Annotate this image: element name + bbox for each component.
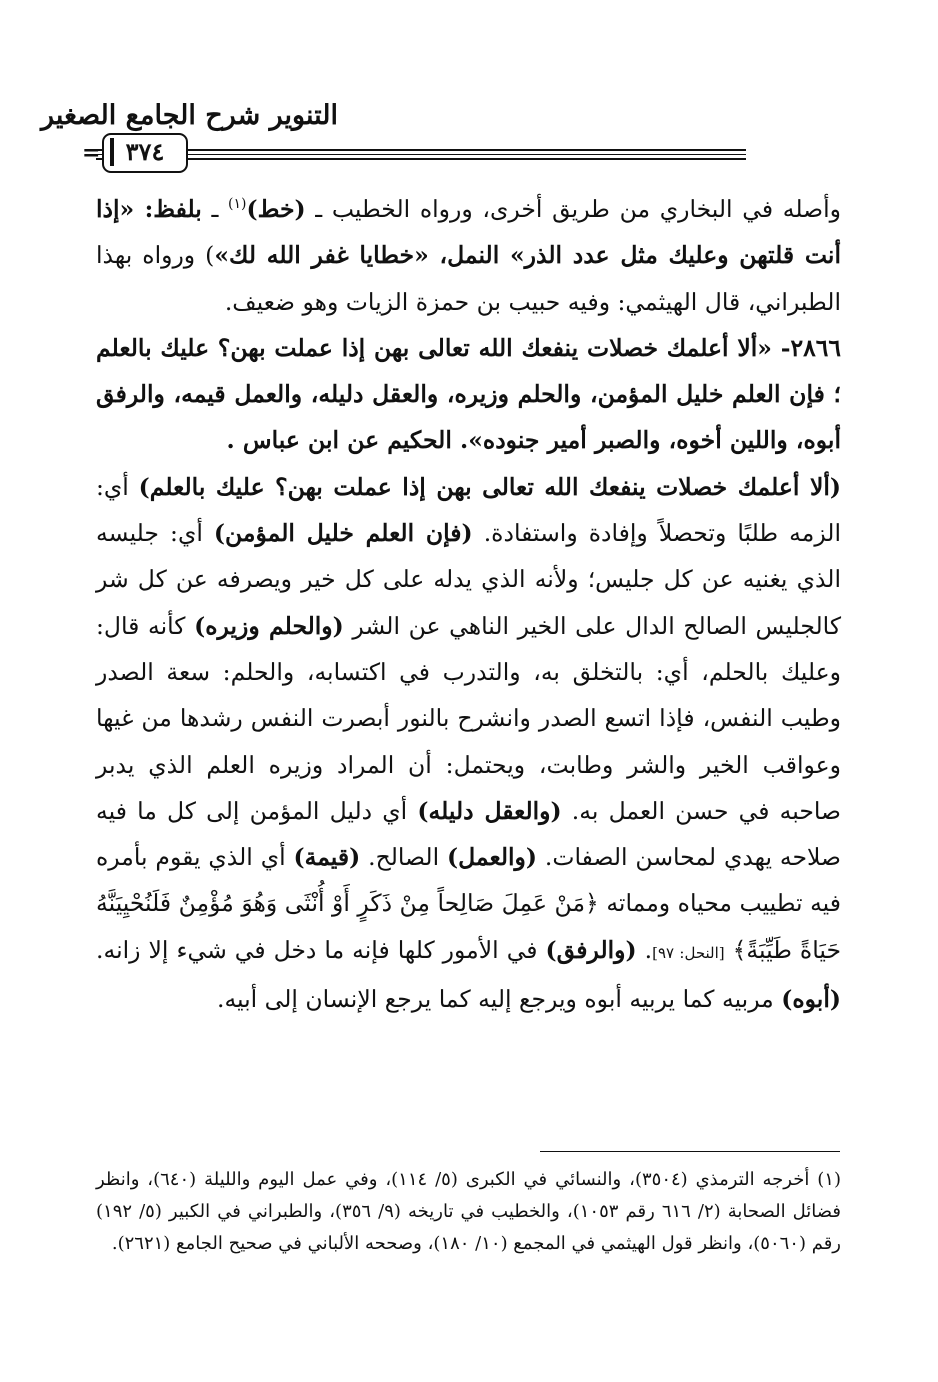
paragraph-source-note (96, 186, 841, 325)
bold-run: (والعمل) (447, 843, 537, 872)
continuation-mark: = (82, 140, 101, 166)
bold-run: (قيمة) (293, 843, 361, 872)
text-run: أي: جليسه الذي يغنيه عن كل جليس؛ ولأنه الذي يدله على كل خير ويصرفه عن كل شر كالجليس الصالح الدال على الخير الناهي عن الشر (96, 519, 842, 640)
text-run: أي: الزمه طلبًا وتحصلاً وإفادة واستفادة. (96, 472, 841, 548)
bold-run: (والرفق) (545, 935, 637, 964)
header-rule-middle (96, 154, 746, 155)
bold-run: (أبوه) (781, 985, 841, 1014)
paragraph-commentary (96, 464, 841, 1023)
text-run: الصالح. (360, 843, 447, 872)
text-run: كأنه قال: وعليك بالحلم، أي: بالتخلق به، والتدرب في اكتسابه، والحلم: سعة الصدر وطيب النفس، فإذا اتسع الصدر وانشرح بالنور أبصرت النفس رشدها من غيها وعواقب الخير والشر وطابت، ويحتمل: أن المراد وزيره العلم الذي يدبر صاحبه في حسن العمل به. (96, 611, 841, 825)
footnote-ref: (١) (228, 196, 247, 213)
bold-run: (والحلم وزيره) (194, 611, 344, 640)
text-run: أي دليل المؤمن إلى كل ما فيه صلاحه يهدي لمحاسن الصفات. (96, 796, 842, 872)
text-run: . (636, 935, 653, 964)
text-run: في الأمور كلها فإنه ما دخل في شيء إلا زانه. (96, 935, 546, 964)
page-number (102, 133, 188, 173)
text-run: ـ (201, 195, 229, 223)
text-run: وأصله في البخاري من طريق أخرى، ورواه الخطيب ـ (305, 195, 841, 223)
quran-quote: أي الذي يقوم بأمره فيه تطييب محياه ومماته ﴿مَنْ عَمِلَ صَالِحاً مِنْ ذَكَرٍ أَوْ أُنْثَى وَهُوَ مُؤْمِنٌ فَلَنُحْيِيَنَّهُ حَيَاةً طَيِّبَةً﴾ (96, 843, 841, 964)
header-rule-bottom (96, 158, 746, 160)
bold-run: (والعقل دليله) (417, 796, 562, 825)
page-number-text: ٣٧٤ (125, 137, 165, 166)
quran-reference: [النحل: ٩٧] (652, 943, 725, 962)
header-rule-top (96, 149, 746, 151)
hadith-2866: ٢٨٦٦- «ألا أعلمك خصلات ينفعك الله تعالى بهن إذا عملت بهن؟ عليك بالعلم ؛ فإن العلم خليل المؤمن، والحلم وزيره، والعقل دليله، والعمل قيمه، والرفق أبوه، واللين أخوه، والصبر أمير جنوده». الحكيم عن ابن عباس . (96, 333, 841, 455)
text-run: ) ورواه بهذا الطبراني، قال الهيثمي: وفيه حبيب بن حمزة الزيات وهو ضعيف. (96, 241, 841, 316)
running-header-title: التنوير شرح الجامع الصغير (41, 100, 338, 131)
bold-run: بلفظ: «إذا أنت قلتهن وعليك مثل عدد الذر» النمل، «خطايا غفر الله لك» (96, 195, 842, 270)
bold-run: (ألا أعلمك خصلات ينفعك الله تعالى بهن إذا عملت بهن؟ عليك بالعلم) (138, 472, 841, 501)
main-text (96, 186, 841, 1022)
bold-run: (خط) (246, 195, 306, 223)
footnote-1: (١) أخرجه الترمذي (٣٥٠٤)، والنسائي في الكبرى (٥/ ١١٤)، وفي عمل اليوم والليلة (٦٤٠)، وانظر فضائل الصحابة (٢/ ٦١٦ رقم ١٠٥٣)، والخطيب في تاريخه (٩/ ٣٥٦)، والطبراني في الكبير (٥/ ١٩٢) رقم (٥٠٦٠)، وانظر قول الهيثمي في المجمع (١٠/ ١٨٠)، وصححه الألباني في صحيح الجامع (٢٦٢١). (96, 1169, 841, 1254)
text-run: مربيه كما يربيه أبوه ويرجع إليه كما يرجع الإنسان إلى أبيه. (216, 985, 782, 1014)
bold-run: (فإن العلم خليل المؤمن) (213, 519, 473, 548)
footnote-separator (540, 1151, 840, 1152)
